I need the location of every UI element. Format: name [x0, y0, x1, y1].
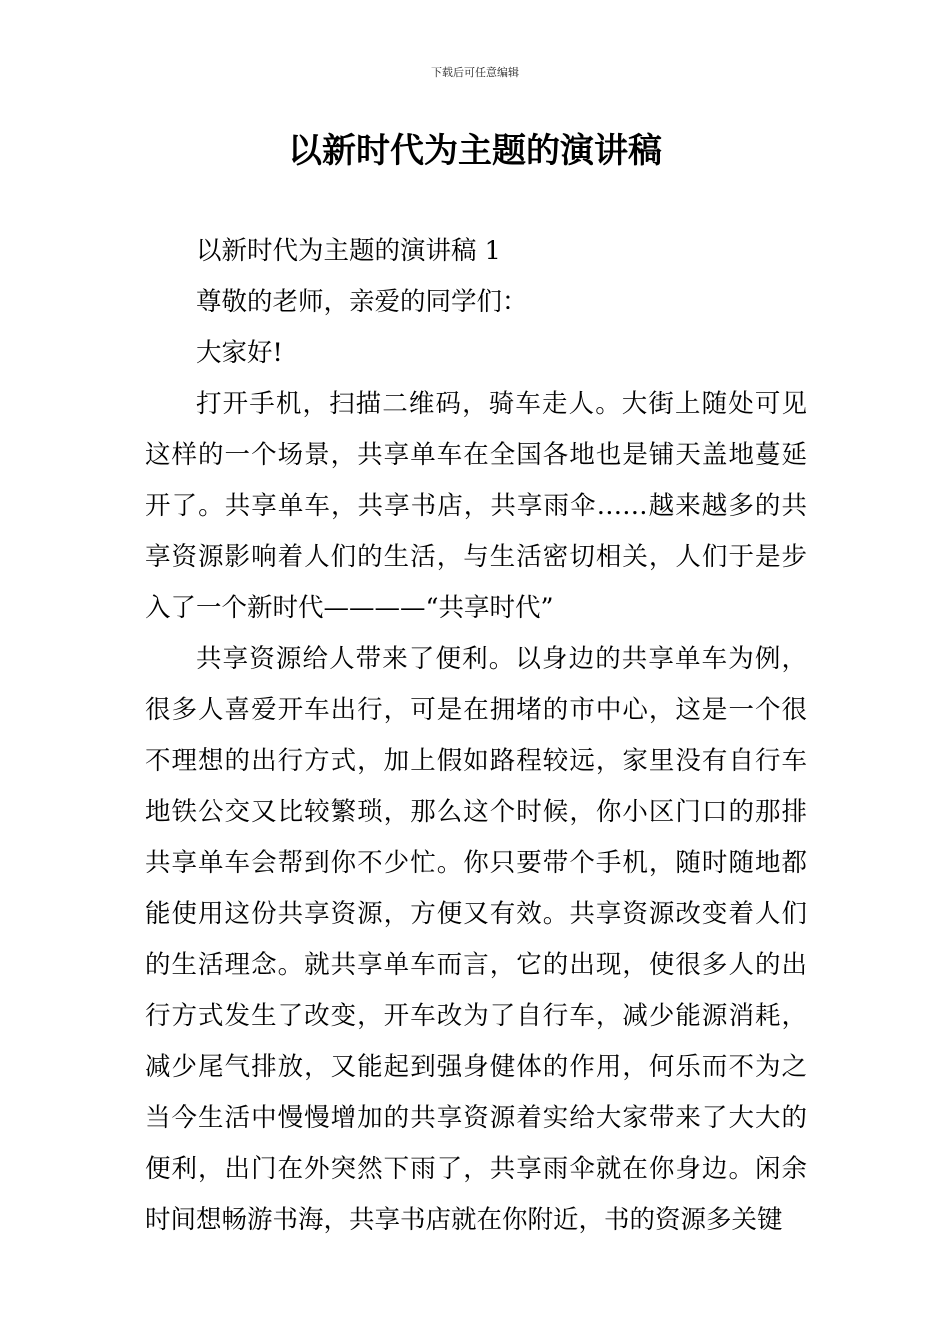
salutation: 尊敬的老师，亲爱的同学们：	[196, 287, 528, 317]
header-note: 下载后可任意编辑	[431, 66, 519, 79]
paragraph-2: 共享资源给人带来了便利。以身边的共享单车为例，很多人喜爱开车出行，可是在拥堵的市中心，这是一个很不理想的出行方式，加上假如路程较远，家里没有自行车地铁公交又比较繁琐，那么这个时候，你小区门口的那排共享单车会帮到你不少忙。你只要带个手机，随时随地都能使用这份共享资源，方便又有效。共享资源改变着人们的生活理念。就共享单车而言，它的出现，使很多人的出行方式发生了改变，开车改为了自行车，减少能源消耗，减少尾气排放，又能起到强身健体的作用，何乐而不为之当今生活中慢慢增加的共享资源着实给大家带来了大大的便利，出门在外突然下雨了，共享雨伞就在你身边。闲余时间想畅游书海，共享书店就在你附近，书的资源多关键	[145, 644, 807, 1235]
page-title: 以新时代为主题的演讲稿	[288, 131, 662, 171]
speech-subtitle: 以新时代为主题的演讲稿 1	[196, 236, 501, 266]
greeting: 大家好!	[196, 338, 283, 368]
paragraph-1: 打开手机，扫描二维码，骑车走人。大街上随处可见这样的一个场景，共享单车在全国各地也是铺天盖地蔓延开了。共享单车，共享书店，共享雨伞……越来越多的共享资源影响着人们的生活，与生活密切相关，人们于是步入了一个新时代————“共享时代”	[145, 389, 807, 623]
document-body	[145, 226, 807, 1246]
